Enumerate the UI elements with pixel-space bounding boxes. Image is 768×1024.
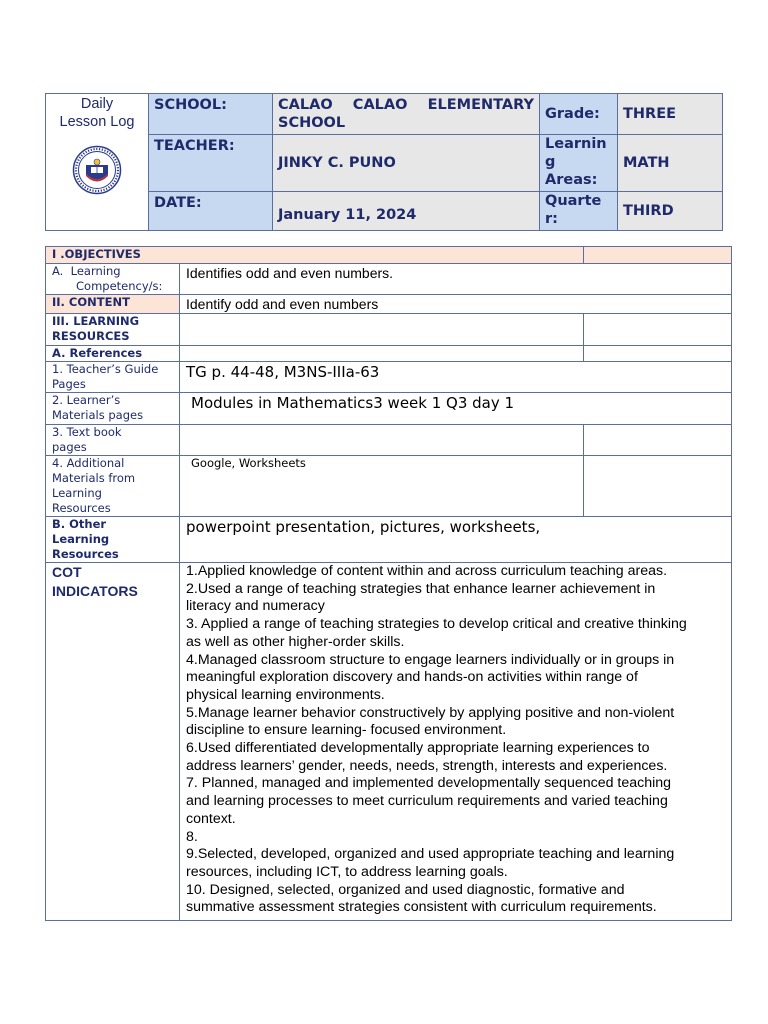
header-table: [45, 93, 723, 231]
learning-areas-label: Learnin g Areas:: [540, 135, 618, 192]
learners-materials-label-line-2: Materials pages: [52, 408, 144, 422]
additional-materials-label-line-1: 4. Additional: [52, 456, 125, 470]
competency-label: [46, 264, 180, 295]
cot-line: as well as other higher-order skills.: [186, 633, 405, 650]
cot-line: 2.Used a range of teaching strategies that enhance learner achievement in: [186, 580, 656, 597]
cot-line: 1.Applied knowledge of content within and across curriculum teaching areas.: [186, 563, 668, 579]
teacher-value: JINKY C. PUNO: [273, 135, 540, 192]
teachers-guide-label-line-1: 1. Teacher’s Guide: [52, 362, 159, 376]
learning-resources-blank: [180, 314, 584, 346]
learners-materials-label: [46, 393, 180, 425]
competency-label-a: A.: [52, 264, 64, 278]
textbook-pages-label-line-1: 3. Text book: [52, 425, 122, 439]
cot-line: summative assessment strategies consistent with curriculum requirements.: [186, 899, 657, 916]
cot-line: 7. Planned, managed and implemented developmentally sequenced teaching: [186, 775, 672, 792]
competency-label-line-2: Competency/s:: [76, 279, 163, 293]
cot-line: literacy and numeracy: [186, 598, 325, 615]
quarter-label: Quarte r:: [540, 192, 618, 231]
references-label: A. References: [46, 346, 180, 362]
additional-materials-label-line-4: Resources: [52, 501, 111, 515]
cot-label-line-2: INDICATORS: [52, 583, 138, 599]
other-resources-label-line-2: Learning: [52, 532, 110, 546]
cot-line: meaningful exploration discovery and hands-on activities within range of: [186, 669, 638, 686]
cot-line: resources, including ICT, to address learning goals.: [186, 863, 508, 880]
title-line-2: Lesson Log: [59, 114, 135, 130]
learning-areas-value: MATH: [618, 135, 723, 192]
additional-materials-label: [46, 456, 180, 517]
other-resources-label-line-1: B. Other: [52, 517, 107, 531]
additional-materials-blank: [584, 456, 732, 517]
cot-line: and learning processes to meet curriculum requirements and varied teaching: [186, 793, 668, 810]
date-value: January 11, 2024: [273, 192, 540, 231]
learning-resources-label-line-1: III. LEARNING: [52, 314, 140, 328]
learning-resources-blank-2: [584, 314, 732, 346]
cot-line: address learners’ gender, needs, needs, strength, interests and experiences.: [186, 757, 668, 774]
learning-resources-label-line-2: RESOURCES: [52, 329, 130, 343]
cot-label-line-1: COT: [52, 564, 82, 580]
school-value: CALAO CALAO ELEMENTARY SCHOOL: [273, 94, 540, 135]
textbook-pages-blank: [180, 425, 584, 456]
teachers-guide-label-line-2: Pages: [52, 377, 86, 391]
cot-line: 10. Designed, selected, organized and used diagnostic, formative and: [186, 881, 625, 898]
quarter-value: THIRD: [618, 192, 723, 231]
teachers-guide-label: [46, 362, 180, 393]
cot-line: 5.Manage learner behavior constructively by applying positive and non-violent: [186, 704, 675, 721]
cot-line: context.: [186, 810, 236, 827]
teacher-label: TEACHER:: [149, 135, 273, 192]
content-value: Identify odd and even numbers: [180, 295, 732, 314]
other-resources-label: [46, 517, 180, 563]
title-line-1: Daily: [80, 96, 114, 112]
additional-materials-value: Google, Worksheets: [180, 456, 584, 517]
grade-label: Grade:: [540, 94, 618, 135]
cot-line: 6.Used differentiated developmentally appropriate learning experiences to: [186, 740, 650, 757]
cot-indicators-list: [180, 563, 732, 921]
references-blank-2: [584, 346, 732, 362]
additional-materials-label-line-2: Materials from: [52, 471, 136, 485]
cot-line: discipline to ensure learning- focused environment.: [186, 722, 507, 739]
deped-seal-icon: [72, 145, 122, 195]
cot-line: 9.Selected, developed, organized and used appropriate teaching and learning: [186, 846, 675, 863]
cot-line: 8.: [186, 828, 198, 845]
school-label: SCHOOL:: [149, 94, 273, 135]
objectives-label: I .OBJECTIVES: [46, 247, 584, 264]
content-label: II. CONTENT: [46, 295, 180, 314]
references-blank: [180, 346, 584, 362]
objectives-blank: [584, 247, 732, 264]
competency-value: Identifies odd and even numbers.: [180, 264, 732, 295]
other-resources-label-line-3: Resources: [52, 547, 119, 561]
teachers-guide-value: TG p. 44-48, M3NS-IIIa-63: [180, 362, 732, 393]
lesson-table: [45, 246, 732, 921]
date-label: DATE:: [149, 192, 273, 231]
learning-resources-label: [46, 314, 180, 346]
grade-value: THREE: [618, 94, 723, 135]
cot-indicators-label: [46, 563, 180, 921]
cot-line: 3. Applied a range of teaching strategies to develop critical and creative thinking: [186, 616, 687, 633]
competency-label-line-1: Learning: [70, 264, 121, 278]
cot-line: physical learning environments.: [186, 686, 385, 703]
daily-lesson-log-title: [46, 94, 149, 231]
learners-materials-label-line-1: 2. Learner’s: [52, 393, 121, 407]
learners-materials-value: Modules in Mathematics3 week 1 Q3 day 1: [180, 393, 732, 425]
other-resources-value: powerpoint presentation, pictures, worksheets,: [180, 517, 732, 563]
textbook-pages-blank-2: [584, 425, 732, 456]
textbook-pages-label: [46, 425, 180, 456]
cot-line: 4.Managed classroom structure to engage learners individually or in groups in: [186, 651, 675, 668]
additional-materials-label-line-3: Learning: [52, 486, 102, 500]
textbook-pages-label-line-2: pages: [52, 440, 87, 454]
